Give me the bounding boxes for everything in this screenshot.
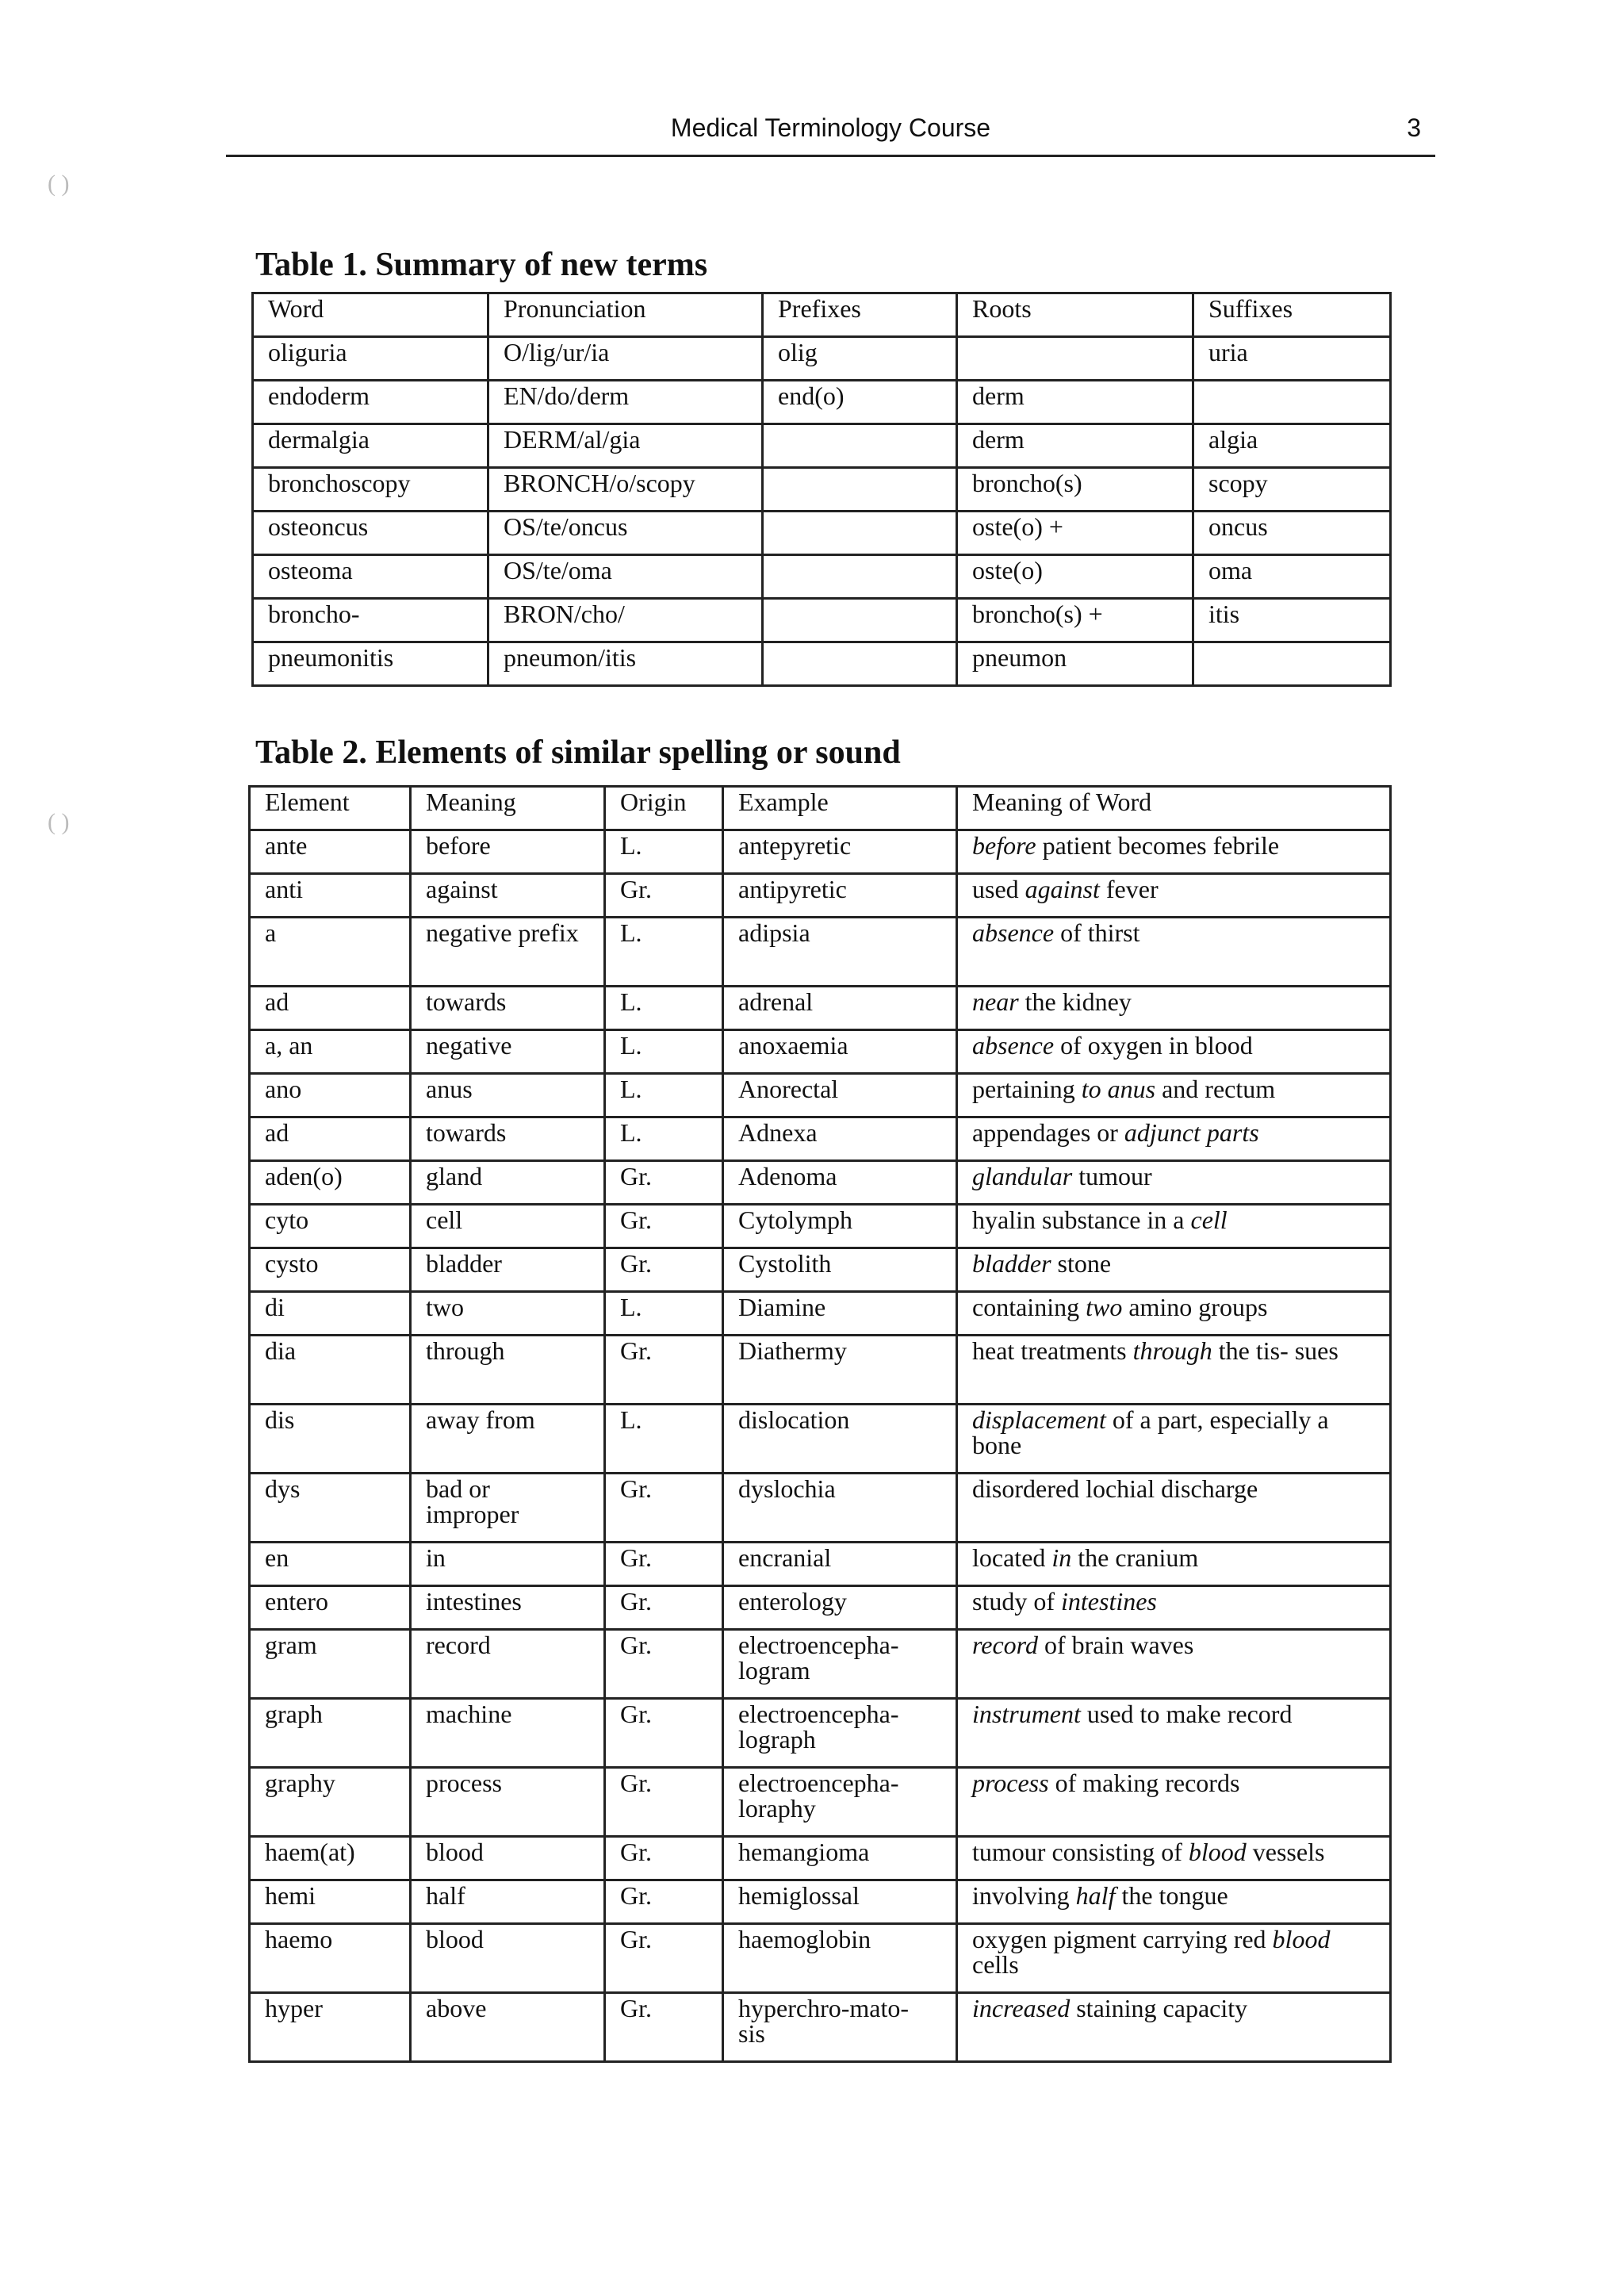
element-cell: di [250, 1292, 411, 1336]
table-row [253, 468, 1391, 512]
table-row [253, 512, 1391, 555]
meaning-cell: process [411, 1768, 605, 1837]
plain-text: used [972, 875, 1025, 903]
element-cell: cysto [250, 1248, 411, 1292]
plain-text: of thirst [1054, 918, 1140, 947]
example-cell: Diamine [723, 1292, 957, 1336]
suffix-cell: scopy [1193, 468, 1391, 512]
emphasis-text: blood [1272, 1925, 1331, 1953]
example-cell: Anorectal [723, 1074, 957, 1117]
element-cell: anti [250, 874, 411, 918]
suffix-cell: itis [1193, 599, 1391, 642]
meaning-cell: before [411, 830, 605, 874]
root-cell: broncho(s) + [957, 599, 1193, 642]
plain-text: the tis- sues [1212, 1336, 1339, 1365]
meaning-cell: negative [411, 1030, 605, 1074]
example-cell: haemoglobin [723, 1924, 957, 1993]
prefix-cell [763, 512, 957, 555]
origin-cell: L. [605, 1030, 723, 1074]
root-cell: derm [957, 424, 1193, 468]
meaning-cell: against [411, 874, 605, 918]
suffix-cell: algia [1193, 424, 1391, 468]
prefix-cell: olig [763, 337, 957, 381]
scan-artifact-mark: ( ) [48, 809, 70, 835]
column-header: Origin [605, 787, 723, 830]
table-row [250, 987, 1391, 1030]
origin-cell: Gr. [605, 1837, 723, 1880]
table-row [250, 918, 1391, 987]
emphasis-text: in [1051, 1543, 1072, 1572]
plain-text: oxygen pigment carrying red [972, 1925, 1273, 1953]
column-header: Meaning of Word [957, 787, 1391, 830]
root-cell: broncho(s) [957, 468, 1193, 512]
word-cell: osteoma [253, 555, 488, 599]
meaning-cell: away from [411, 1405, 605, 1474]
emphasis-text: cell [1190, 1205, 1228, 1234]
table-row [250, 1586, 1391, 1630]
plain-text: patient becomes febrile [1036, 831, 1280, 860]
prefix-cell: end(o) [763, 381, 957, 424]
running-title: Medical Terminology Course [670, 113, 991, 142]
example-cell: dyslochia [723, 1474, 957, 1543]
word-cell: broncho- [253, 599, 488, 642]
example-cell: Adnexa [723, 1117, 957, 1161]
scan-artifact-mark: ( ) [48, 171, 70, 197]
plain-text: located [972, 1543, 1052, 1572]
table-row [250, 1880, 1391, 1924]
table-row [250, 830, 1391, 874]
origin-cell: Gr. [605, 1248, 723, 1292]
emphasis-text: record [972, 1631, 1038, 1659]
meaning-cell: in [411, 1543, 605, 1586]
plain-text: the tongue [1115, 1881, 1228, 1910]
prefix-cell [763, 642, 957, 686]
table-row [250, 1292, 1391, 1336]
meaning-of-word-cell [957, 1292, 1391, 1336]
table-row [250, 1205, 1391, 1248]
meaning-cell: cell [411, 1205, 605, 1248]
example-cell: hemiglossal [723, 1880, 957, 1924]
meaning-of-word-cell [957, 1993, 1391, 2062]
origin-cell: L. [605, 830, 723, 874]
column-header: Prefixes [763, 293, 957, 337]
emphasis-text: absence [972, 918, 1055, 947]
origin-cell: Gr. [605, 1993, 723, 2062]
meaning-of-word-cell [957, 1074, 1391, 1117]
meaning-cell: towards [411, 1117, 605, 1161]
meaning-of-word-cell [957, 874, 1391, 918]
element-cell: hemi [250, 1880, 411, 1924]
word-cell: endoderm [253, 381, 488, 424]
emphasis-text: intestines [1061, 1587, 1157, 1616]
example-cell: enterology [723, 1586, 957, 1630]
meaning-of-word-cell [957, 1205, 1391, 1248]
meaning-cell: negative prefix [411, 918, 605, 987]
meaning-of-word-cell [957, 1924, 1391, 1993]
emphasis-text: increased [972, 1994, 1071, 2022]
meaning-of-word-cell [957, 1586, 1391, 1630]
pronunciation-cell: O/lig/ur/ia [488, 337, 763, 381]
table-row [250, 1474, 1391, 1543]
origin-cell: Gr. [605, 1924, 723, 1993]
emphasis-text: two [1086, 1293, 1123, 1321]
table-row [250, 1993, 1391, 2062]
column-header: Roots [957, 293, 1193, 337]
meaning-cell: bladder [411, 1248, 605, 1292]
plain-text: of a part, especially a bone [972, 1405, 1329, 1459]
origin-cell: L. [605, 918, 723, 987]
element-cell: a [250, 918, 411, 987]
example-cell: adipsia [723, 918, 957, 987]
emphasis-text: instrument [972, 1700, 1081, 1728]
example-cell: adrenal [723, 987, 957, 1030]
meaning-of-word-cell [957, 1405, 1391, 1474]
meaning-of-word-cell [957, 1768, 1391, 1837]
meaning-cell: through [411, 1336, 605, 1405]
meaning-cell: two [411, 1292, 605, 1336]
plain-text: stone [1051, 1249, 1112, 1278]
suffix-cell [1193, 381, 1391, 424]
root-cell: oste(o) + [957, 512, 1193, 555]
element-cell: ad [250, 1117, 411, 1161]
prefix-cell [763, 468, 957, 512]
word-cell: pneumonitis [253, 642, 488, 686]
example-cell: Cytolymph [723, 1205, 957, 1248]
plain-text: vessels [1246, 1838, 1325, 1866]
root-cell: derm [957, 381, 1193, 424]
root-cell [957, 337, 1193, 381]
example-cell: Cystolith [723, 1248, 957, 1292]
emphasis-text: against [1025, 875, 1100, 903]
pronunciation-cell: pneumon/itis [488, 642, 763, 686]
prefix-cell [763, 599, 957, 642]
meaning-cell: above [411, 1993, 605, 2062]
suffix-cell [1193, 642, 1391, 686]
pronunciation-cell: OS/te/oncus [488, 512, 763, 555]
plain-text: fever [1099, 875, 1159, 903]
table-row [250, 1543, 1391, 1586]
element-cell: aden(o) [250, 1161, 411, 1205]
origin-cell: L. [605, 1074, 723, 1117]
meaning-of-word-cell [957, 1474, 1391, 1543]
origin-cell: Gr. [605, 874, 723, 918]
emphasis-text: glandular [972, 1162, 1073, 1190]
origin-cell: Gr. [605, 1543, 723, 1586]
similar-elements-table [248, 785, 1392, 2063]
meaning-of-word-cell [957, 987, 1391, 1030]
table-row [250, 1768, 1391, 1837]
meaning-of-word-cell [957, 1117, 1391, 1161]
pronunciation-cell: OS/te/oma [488, 555, 763, 599]
plain-text: tumour consisting of [972, 1838, 1189, 1866]
plain-text: hyalin substance in a [972, 1205, 1191, 1234]
table2-caption: Table 2. Elements of similar spelling or sound [255, 734, 901, 771]
plain-text: amino groups [1122, 1293, 1268, 1321]
word-cell: osteoncus [253, 512, 488, 555]
example-cell: Adenoma [723, 1161, 957, 1205]
emphasis-text: to anus [1081, 1075, 1156, 1103]
element-cell: haem(at) [250, 1837, 411, 1880]
plain-text: pertaining [972, 1075, 1082, 1103]
page-number: 3 [1407, 113, 1421, 142]
emphasis-text: bladder [972, 1249, 1051, 1278]
plain-text: and rectum [1155, 1075, 1276, 1103]
meaning-cell: half [411, 1880, 605, 1924]
column-header: Pronunciation [488, 293, 763, 337]
emphasis-text: near [972, 987, 1019, 1016]
root-cell: pneumon [957, 642, 1193, 686]
prefix-cell [763, 424, 957, 468]
emphasis-text: adjunct parts [1124, 1118, 1259, 1147]
plain-text: the kidney [1018, 987, 1132, 1016]
table-row [250, 1630, 1391, 1699]
root-cell: oste(o) [957, 555, 1193, 599]
prefix-cell [763, 555, 957, 599]
plain-text: involving [972, 1881, 1076, 1910]
element-cell: graph [250, 1699, 411, 1768]
pronunciation-cell: BRONCH/o/scopy [488, 468, 763, 512]
table-row [250, 1924, 1391, 1993]
column-header: Meaning [411, 787, 605, 830]
table-row [250, 1161, 1391, 1205]
element-cell: a, an [250, 1030, 411, 1074]
plain-text: heat treatments [972, 1336, 1133, 1365]
table-header-row [253, 293, 1391, 337]
meaning-cell: intestines [411, 1586, 605, 1630]
example-cell: electroencepha- lograph [723, 1699, 957, 1768]
column-header: Word [253, 293, 488, 337]
word-cell: bronchoscopy [253, 468, 488, 512]
meaning-cell: gland [411, 1161, 605, 1205]
column-header: Suffixes [1193, 293, 1391, 337]
example-cell: dislocation [723, 1405, 957, 1474]
table-row [250, 1248, 1391, 1292]
page-header [226, 107, 1435, 157]
element-cell: dia [250, 1336, 411, 1405]
plain-text: appendages or [972, 1118, 1124, 1147]
element-cell: graphy [250, 1768, 411, 1837]
origin-cell: Gr. [605, 1699, 723, 1768]
table-row [253, 337, 1391, 381]
emphasis-text: absence [972, 1031, 1055, 1060]
example-cell: hyperchro-mato- sis [723, 1993, 957, 2062]
word-cell: dermalgia [253, 424, 488, 468]
example-cell: electroencepha- logram [723, 1630, 957, 1699]
plain-text: study of [972, 1587, 1061, 1616]
example-cell: encranial [723, 1543, 957, 1586]
table-row [250, 1837, 1391, 1880]
table-row [250, 1336, 1391, 1405]
table-row [253, 642, 1391, 686]
emphasis-text: blood [1188, 1838, 1247, 1866]
element-cell: cyto [250, 1205, 411, 1248]
plain-text: tumour [1072, 1162, 1152, 1190]
plain-text: the cranium [1071, 1543, 1199, 1572]
origin-cell: Gr. [605, 1586, 723, 1630]
plain-text: of brain waves [1037, 1631, 1194, 1659]
meaning-cell: machine [411, 1699, 605, 1768]
origin-cell: Gr. [605, 1880, 723, 1924]
meaning-cell: blood [411, 1924, 605, 1993]
meaning-of-word-cell [957, 1880, 1391, 1924]
example-cell: Diathermy [723, 1336, 957, 1405]
table-row [250, 1074, 1391, 1117]
meaning-of-word-cell [957, 1699, 1391, 1768]
origin-cell: Gr. [605, 1630, 723, 1699]
meaning-cell: blood [411, 1837, 605, 1880]
meaning-cell: anus [411, 1074, 605, 1117]
emphasis-text: process [972, 1769, 1049, 1797]
example-cell: anoxaemia [723, 1030, 957, 1074]
meaning-of-word-cell [957, 1837, 1391, 1880]
table-row [253, 424, 1391, 468]
plain-text: of making records [1048, 1769, 1240, 1797]
table1-caption: Table 1. Summary of new terms [255, 247, 708, 283]
origin-cell: Gr. [605, 1474, 723, 1543]
origin-cell: L. [605, 1405, 723, 1474]
meaning-cell: towards [411, 987, 605, 1030]
element-cell: ad [250, 987, 411, 1030]
element-cell: haemo [250, 1924, 411, 1993]
example-cell: electroencepha- loraphy [723, 1768, 957, 1837]
origin-cell: L. [605, 987, 723, 1030]
meaning-of-word-cell [957, 1248, 1391, 1292]
table-row [250, 1117, 1391, 1161]
example-cell: antepyretic [723, 830, 957, 874]
column-header: Example [723, 787, 957, 830]
meaning-of-word-cell [957, 918, 1391, 987]
emphasis-text: through [1132, 1336, 1212, 1365]
element-cell: ante [250, 830, 411, 874]
example-cell: antipyretic [723, 874, 957, 918]
table-row [250, 874, 1391, 918]
plain-text: containing [972, 1293, 1086, 1321]
element-cell: hyper [250, 1993, 411, 2062]
suffix-cell: oma [1193, 555, 1391, 599]
plain-text: used to make record [1080, 1700, 1293, 1728]
meaning-of-word-cell [957, 1543, 1391, 1586]
meaning-cell: bad or improper [411, 1474, 605, 1543]
element-cell: dys [250, 1474, 411, 1543]
origin-cell: L. [605, 1292, 723, 1336]
emphasis-text: half [1075, 1881, 1116, 1910]
element-cell: gram [250, 1630, 411, 1699]
meaning-cell: record [411, 1630, 605, 1699]
pronunciation-cell: DERM/al/gia [488, 424, 763, 468]
origin-cell: Gr. [605, 1768, 723, 1837]
table-row [253, 381, 1391, 424]
meaning-of-word-cell [957, 1161, 1391, 1205]
element-cell: en [250, 1543, 411, 1586]
plain-text: disordered lochial discharge [972, 1474, 1258, 1503]
table-row [250, 1030, 1391, 1074]
origin-cell: Gr. [605, 1336, 723, 1405]
column-header: Element [250, 787, 411, 830]
plain-text: cells [972, 1950, 1019, 1979]
table-row [253, 599, 1391, 642]
meaning-of-word-cell [957, 1336, 1391, 1405]
element-cell: dis [250, 1405, 411, 1474]
table-header-row [250, 787, 1391, 830]
table-row [250, 1405, 1391, 1474]
element-cell: ano [250, 1074, 411, 1117]
element-cell: entero [250, 1586, 411, 1630]
example-cell: hemangioma [723, 1837, 957, 1880]
meaning-of-word-cell [957, 1630, 1391, 1699]
pronunciation-cell: EN/do/derm [488, 381, 763, 424]
plain-text: of oxygen in blood [1054, 1031, 1253, 1060]
suffix-cell: uria [1193, 337, 1391, 381]
origin-cell: Gr. [605, 1205, 723, 1248]
pronunciation-cell: BRON/cho/ [488, 599, 763, 642]
table-row [253, 555, 1391, 599]
origin-cell: L. [605, 1117, 723, 1161]
suffix-cell: oncus [1193, 512, 1391, 555]
emphasis-text: displacement [972, 1405, 1106, 1434]
origin-cell: Gr. [605, 1161, 723, 1205]
table-row [250, 1699, 1391, 1768]
word-cell: oliguria [253, 337, 488, 381]
summary-of-new-terms-table [251, 292, 1392, 687]
emphasis-text: before [972, 831, 1036, 860]
meaning-of-word-cell [957, 830, 1391, 874]
meaning-of-word-cell [957, 1030, 1391, 1074]
plain-text: staining capacity [1070, 1994, 1248, 2022]
